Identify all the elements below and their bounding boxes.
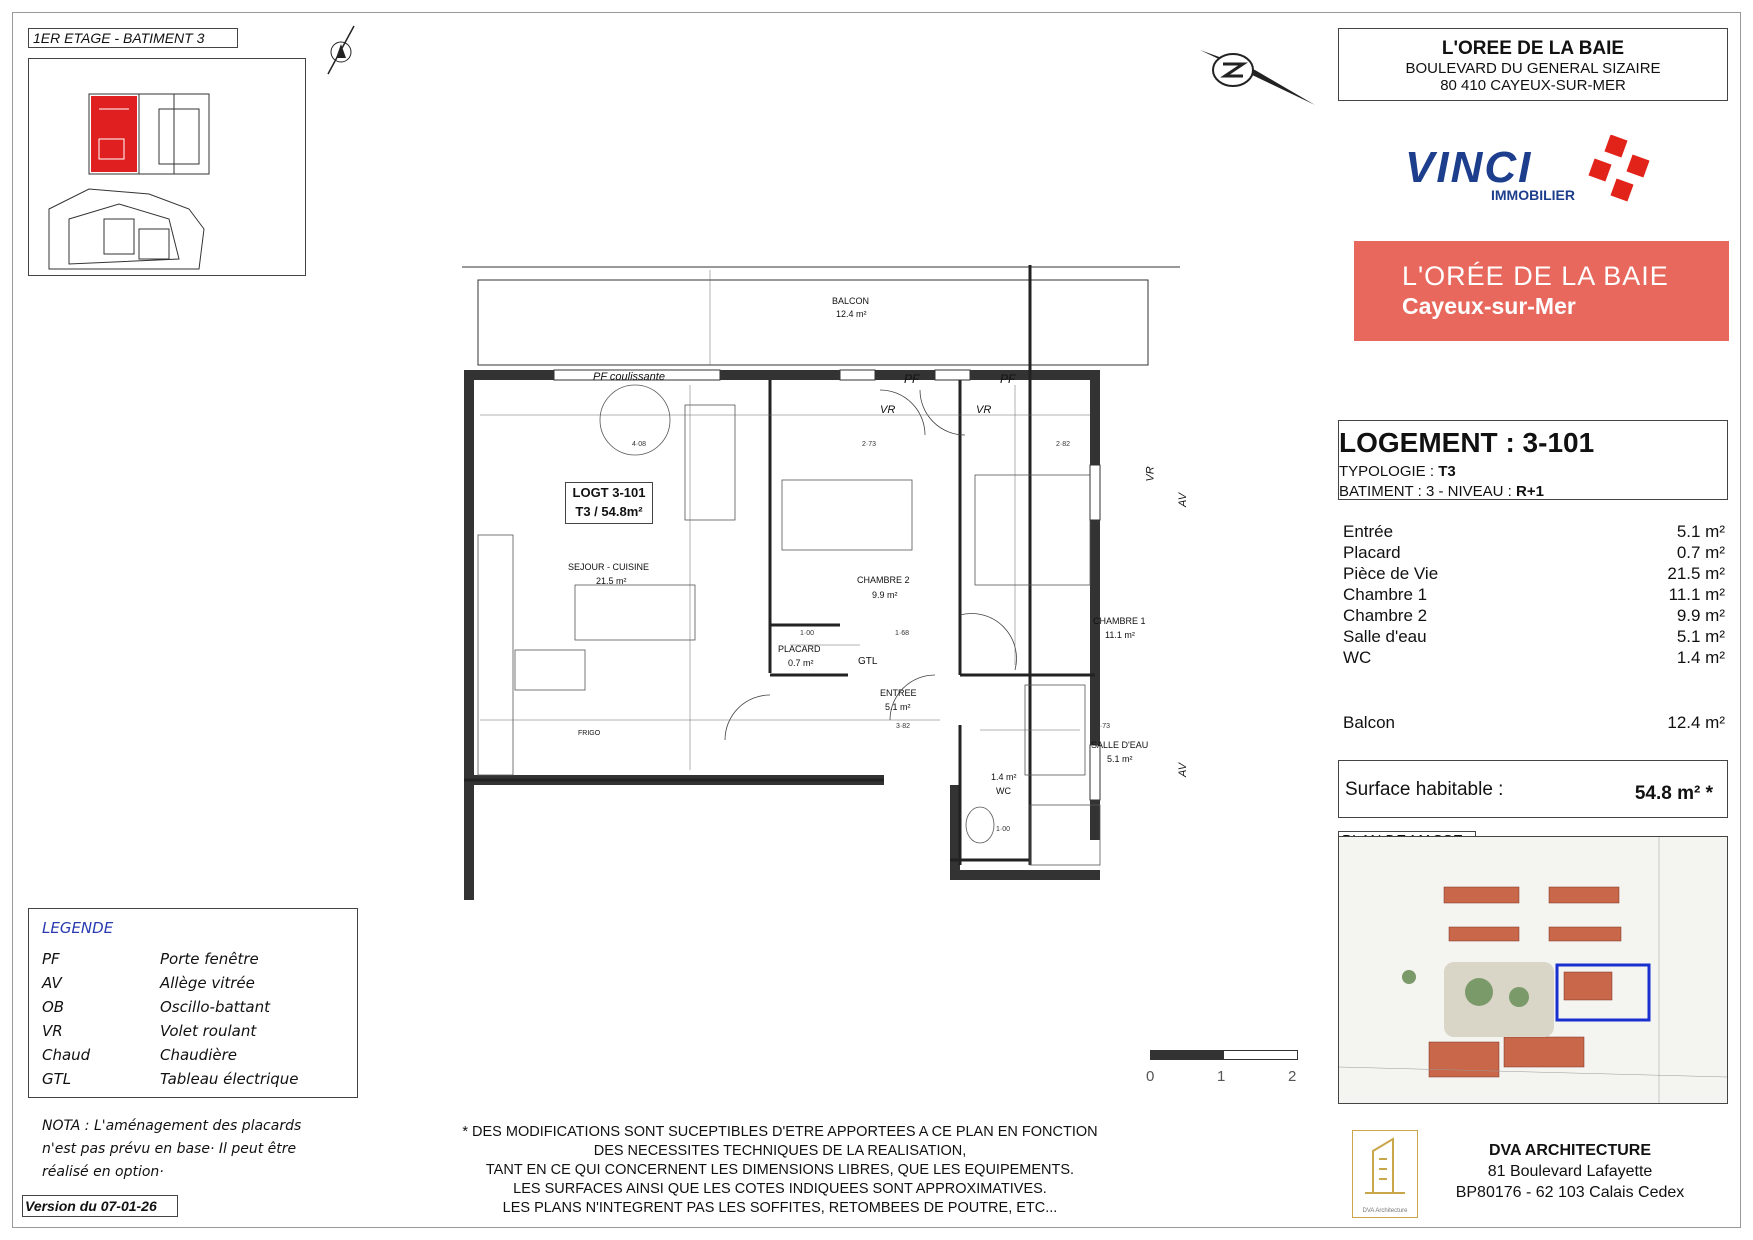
surface-row xyxy=(1343,606,1725,627)
batiment-value: R+1 xyxy=(1515,483,1544,500)
logement-box xyxy=(1338,420,1728,500)
chambre2-area: 9.9 m² xyxy=(872,590,898,600)
wc-area: 1.4 m² xyxy=(991,772,1017,782)
architect-block xyxy=(1440,1142,1700,1202)
legend-desc: Tableau électrique xyxy=(160,1070,299,1088)
surface-name: Salle d'eau xyxy=(1343,627,1427,646)
surface-value: 21.5 m² xyxy=(1667,564,1725,583)
legend-key: AV xyxy=(42,974,62,992)
dim-label: 1·00 xyxy=(996,826,1011,833)
sejour-area: 21.5 m² xyxy=(596,576,627,586)
logement-title: LOGEMENT : 3-101 xyxy=(1339,427,1595,458)
dim-label: 3·82 xyxy=(896,723,911,730)
surface-habitable-value: 54.8 m² * xyxy=(1634,783,1713,804)
legend-key: Chaud xyxy=(42,1046,91,1064)
surface-name: Placard xyxy=(1343,543,1401,562)
scale-label-1: 1 xyxy=(1217,1068,1226,1085)
chambre1-area: 11.1 m² xyxy=(1105,630,1135,640)
legend-key: GTL xyxy=(42,1070,72,1088)
entree-area: 5.1 m² xyxy=(885,702,911,712)
sde-label: SALLE D'EAU xyxy=(1091,740,1149,750)
nota-line: réalisé en option· xyxy=(42,1164,164,1180)
typologie-line xyxy=(1339,463,1456,480)
surface-row xyxy=(1343,627,1725,648)
logt-tag xyxy=(565,482,653,524)
logt-tag-sub: T3 / 54.8m² xyxy=(575,504,643,519)
legend-desc: Oscillo-battant xyxy=(160,998,271,1016)
sde-area: 5.1 m² xyxy=(1107,754,1133,764)
dva-building-icon xyxy=(1353,1131,1417,1203)
banner-subtitle: Cayeux-sur-Mer xyxy=(1402,293,1576,319)
placard-label: PLACARD xyxy=(778,644,821,654)
nota xyxy=(42,1115,301,1184)
architect-line2: BP80176 - 62 103 Calais Cedex xyxy=(1455,1184,1685,1201)
surface-row xyxy=(1343,543,1725,564)
project-banner xyxy=(1354,241,1729,341)
surface-name: WC xyxy=(1343,648,1372,667)
surface-row xyxy=(1343,585,1725,606)
disclaimer-line: DES NECESSITES TECHNIQUES DE LA REALISATION, xyxy=(593,1143,967,1159)
surface-value: 11.1 m² xyxy=(1668,585,1725,604)
vr-label-3: VR xyxy=(1144,466,1157,482)
wc-label: WC xyxy=(996,786,1011,796)
chambre1-label: CHAMBRE 1 xyxy=(1093,616,1146,626)
surface-name: Chambre 2 xyxy=(1343,606,1428,625)
scale-label-0: 0 xyxy=(1146,1068,1155,1085)
version-tag: Version du 07-01-26 xyxy=(22,1195,178,1217)
scale-label-2: 2 xyxy=(1288,1068,1297,1085)
balcony-outline xyxy=(478,280,1148,365)
project-address-1: BOULEVARD DU GENERAL SIZAIRE xyxy=(1405,60,1661,77)
plan-de-masse-map xyxy=(1338,836,1728,1104)
vinci-plus-icon xyxy=(1585,135,1665,205)
vinci-subtitle: IMMOBILIER xyxy=(1491,187,1575,203)
vr-label-2: VR xyxy=(976,404,992,416)
legend-key: VR xyxy=(42,1022,63,1040)
balcon-name: Balcon xyxy=(1343,713,1395,732)
batiment-label: BATIMENT : 3 - NIVEAU : xyxy=(1339,483,1516,500)
scale-bar xyxy=(1150,1050,1298,1060)
logt-tag-title: LOGT 3-101 xyxy=(572,485,646,500)
legend-key: PF xyxy=(42,950,60,968)
legend-desc: Volet roulant xyxy=(160,1022,257,1040)
balcon-value: 12.4 m² xyxy=(1667,713,1725,732)
surface-value: 1.4 m² xyxy=(1676,648,1725,667)
dva-logo xyxy=(1352,1130,1418,1218)
batiment-line xyxy=(1339,483,1544,500)
surface-row xyxy=(1343,522,1725,543)
gtl-label: GTL xyxy=(858,656,878,667)
surface-name: Entrée xyxy=(1343,522,1394,541)
legend-row xyxy=(42,1022,342,1044)
av-label-1: AV xyxy=(1177,492,1190,508)
floor-plan xyxy=(460,265,1200,905)
floor-tag: 1ER ETAGE - BATIMENT 3 xyxy=(28,28,238,48)
frigo-label: FRIGO xyxy=(578,730,601,737)
surface-name: Chambre 1 xyxy=(1343,585,1428,604)
legend-key: OB xyxy=(42,998,65,1016)
dim-label: 1·68 xyxy=(895,630,910,637)
disclaimer-line: TANT EN CE QUI CONCERNENT LES DIMENSIONS LIBRES, QUE LES EQUIPEMENTS. xyxy=(485,1162,1075,1178)
disclaimer-line: LES PLANS N'INTEGRENT PAS LES SOFFITES, RETOMBEES DE POUTRE, ETC... xyxy=(502,1200,1058,1216)
sejour-label: SEJOUR - CUISINE xyxy=(568,562,650,572)
surface-value: 0.7 m² xyxy=(1676,543,1725,562)
surface-value: 5.1 m² xyxy=(1676,627,1725,646)
dim-label: 4·08 xyxy=(632,441,647,448)
disclaimer-line: * DES MODIFICATIONS SONT SUCEPTIBLES D'ETRE APPORTEES A CE PLAN EN FONCTION xyxy=(462,1124,1098,1140)
dim-label: 1·00 xyxy=(800,630,815,637)
pf-label-1: PF xyxy=(904,372,920,386)
balcon-label: BALCON xyxy=(832,296,870,306)
legend-row xyxy=(42,998,342,1020)
balcon-row xyxy=(1343,713,1725,734)
pf-label-2: PF xyxy=(1000,372,1016,386)
legend-row xyxy=(42,1046,342,1068)
pf-coulissante-label: PF coulissante xyxy=(593,371,665,383)
nota-line: n'est pas prévu en base· Il peut être xyxy=(42,1141,297,1157)
balcon-area: 12.4 m² xyxy=(836,309,867,319)
legend-desc: Allège vitrée xyxy=(160,974,255,992)
disclaimer-line: LES SURFACES AINSI QUE LES COTES INDIQUEES SONT APPROXIMATIVES. xyxy=(513,1181,1047,1197)
dim-label: 2·82 xyxy=(1056,441,1071,448)
legend-title: LEGENDE xyxy=(42,919,114,937)
nota-line: NOTA : L'aménagement des placards xyxy=(42,1118,302,1134)
surface-name: Pièce de Vie xyxy=(1343,564,1439,583)
vinci-wordmark: VINCI xyxy=(1405,143,1533,192)
dim-label: 2·73 xyxy=(862,441,877,448)
av-label-2: AV xyxy=(1177,762,1190,778)
vr-label-1: VR xyxy=(880,404,896,416)
key-plan xyxy=(28,58,306,276)
legend-desc: Chaudière xyxy=(160,1046,237,1064)
dva-logo-caption: DVA Architecture xyxy=(1362,1208,1408,1214)
surface-value: 9.9 m² xyxy=(1676,606,1725,625)
typologie-label: TYPOLOGIE : xyxy=(1339,463,1439,480)
architect-name: DVA ARCHITECTURE xyxy=(1488,1142,1652,1159)
architect-line1: 81 Boulevard Lafayette xyxy=(1487,1163,1653,1180)
project-address-2: 80 410 CAYEUX-SUR-MER xyxy=(1440,77,1626,94)
entree-label: ENTREE xyxy=(880,688,917,698)
chambre2-label: CHAMBRE 2 xyxy=(857,575,910,585)
surface-value: 5.1 m² xyxy=(1676,522,1725,541)
placard-area: 0.7 m² xyxy=(788,658,814,668)
legend-row xyxy=(42,974,342,996)
dim-label: 1·73 xyxy=(1096,723,1111,730)
surface-habitable-box xyxy=(1338,760,1728,818)
surface-row xyxy=(1343,564,1725,585)
legend-row xyxy=(42,950,342,972)
typologie-value: T3 xyxy=(1438,463,1456,480)
surface-row xyxy=(1343,648,1725,669)
legend-desc: Porte fenêtre xyxy=(160,950,259,968)
north-arrow-icon xyxy=(320,22,360,78)
vinci-logo xyxy=(1405,135,1665,210)
banner-title: L'ORÉE DE LA BAIE xyxy=(1402,261,1669,291)
legend-row xyxy=(42,1070,342,1092)
surface-habitable-label: Surface habitable : xyxy=(1345,779,1504,800)
project-name: L'OREE DE LA BAIE xyxy=(1441,38,1625,59)
project-header xyxy=(1338,28,1728,101)
north-arrow-large-icon xyxy=(1195,40,1320,110)
key-plan-highlight xyxy=(91,96,137,172)
